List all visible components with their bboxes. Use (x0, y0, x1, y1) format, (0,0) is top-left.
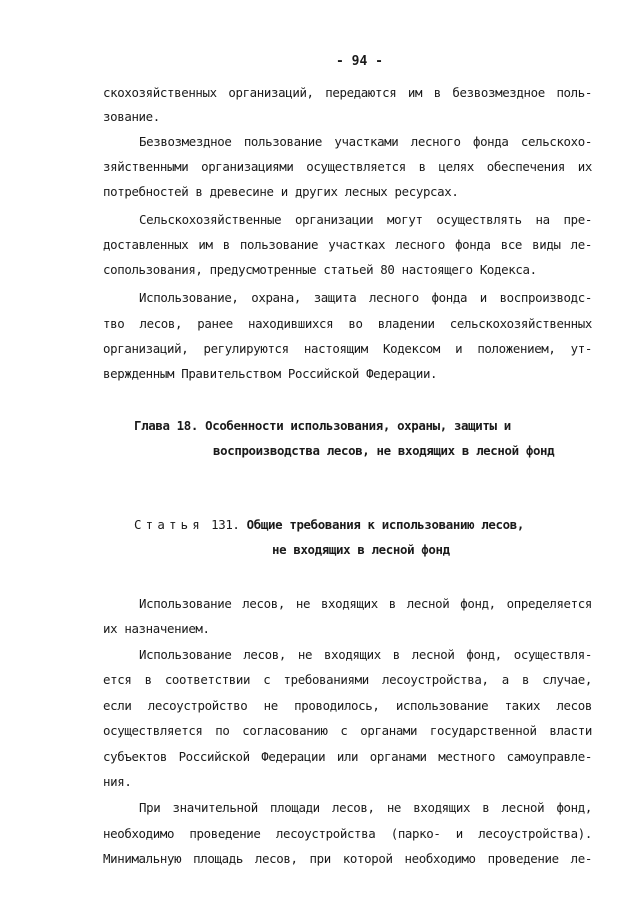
text-line: их назначением. (103, 621, 210, 636)
text-line: необходимо проведение лесоустройства (парко- и лесоустройства). (103, 826, 592, 841)
chapter-heading-line: Глава 18. Особенности использования, охраны, защиты и (134, 418, 511, 433)
text-line: Использование лесов, не входящих в лесной фонд, определяется (139, 596, 592, 611)
text-line: если лесоустройство не проводилось, использование таких лесов (103, 698, 592, 713)
article-heading (134, 517, 524, 533)
text-line: Безвозмездное пользование участками лесного фонда сельскохо- (139, 134, 592, 149)
text-line: Использование лесов, не входящих в лесной фонд, осуществля- (139, 647, 592, 662)
article-word: Статья (134, 517, 204, 532)
text-line: тво лесов, ранее находившихся во владении сельскохозяйственных (103, 316, 592, 331)
article-number: 131. (211, 517, 240, 532)
text-line: осуществляется по согласованию с органами государственной власти (103, 723, 592, 738)
text-line: При значительной площади лесов, не входящих в лесной фонд, (139, 800, 592, 815)
text-line: доставленных им в пользование участках лесного фонда все виды ле- (103, 237, 592, 252)
text-line: организаций, регулируются настоящим Кодексом и положением, ут- (103, 341, 592, 356)
text-line: Использование, охрана, защита лесного фонда и воспроизводс- (139, 290, 592, 305)
text-line: субъектов Российской Федерации или органами местного самоуправле- (103, 749, 592, 764)
page-number: - 94 - (336, 54, 383, 69)
text-line: потребностей в древесине и других лесных ресурсах. (103, 184, 459, 199)
text-line: вержденным Правительством Российской Федерации. (103, 366, 438, 381)
article-title-line: не входящих в лесной фонд (272, 542, 450, 557)
text-line: скохозяйственных организаций, передаются им в безвозмездное поль- (103, 85, 592, 100)
text-line: Минимальную площадь лесов, при которой необходимо проведение ле- (103, 851, 592, 866)
article-title: Общие требования к использованию лесов, (246, 517, 524, 532)
text-line: сопользования, предусмотренные статьей 80 настоящего Кодекса. (103, 262, 537, 277)
text-line: ния. (103, 774, 132, 789)
text-line: зяйственными организациями осуществляется в целях обеспечения их (103, 159, 592, 174)
text-line: зование. (103, 109, 160, 124)
text-line: Сельскохозяйственные организации могут осуществлять на пре- (139, 212, 592, 227)
text-line: ется в соответствии с требованиями лесоустройства, а в случае, (103, 672, 592, 687)
chapter-heading-line: воспроизводства лесов, не входящих в лесной фонд (213, 443, 555, 458)
